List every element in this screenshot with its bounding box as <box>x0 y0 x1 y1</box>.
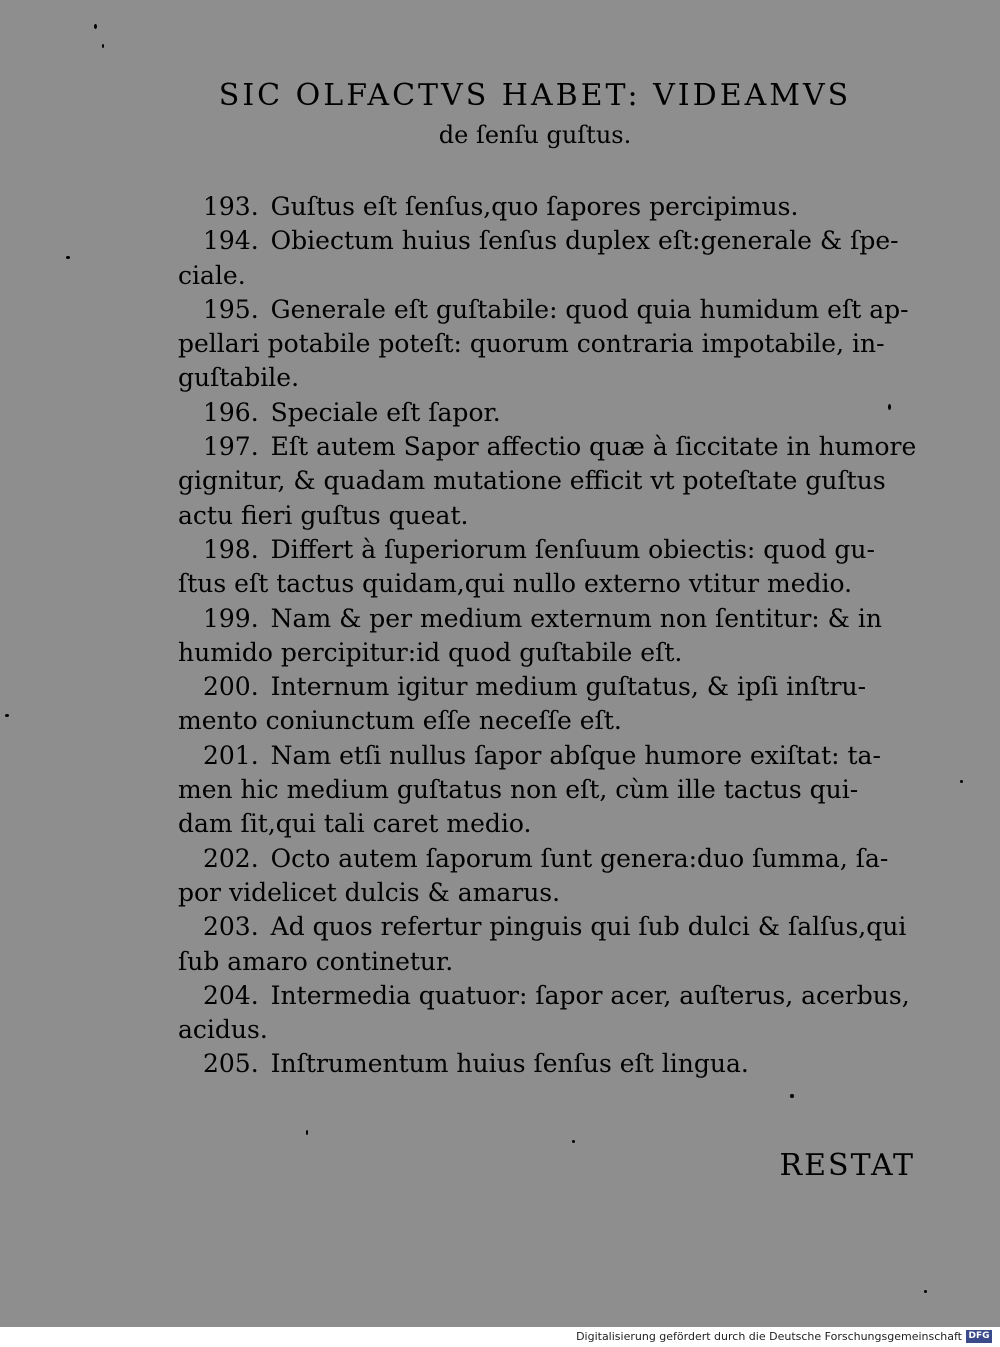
text-line <box>150 499 920 533</box>
page-text <box>150 72 920 1082</box>
paragraph-number: 199. <box>203 603 259 633</box>
line-text: Differt à ſuperiorum ſenſuum obiectis: quod gu- <box>270 534 875 564</box>
paragraph-number: 195. <box>203 294 259 324</box>
text-line <box>150 773 920 807</box>
text-line <box>150 704 920 738</box>
scan-speck <box>888 404 891 410</box>
line-text: men hic medium guſtatus non eſt, cùm ille tactus qui- <box>178 775 859 805</box>
paragraph-number: 200. <box>203 672 259 702</box>
paragraph-number: 197. <box>203 432 259 462</box>
line-text: ſtus eſt tactus quidam,qui nullo externo vtitur medio. <box>178 569 853 599</box>
line-text: acidus. <box>178 1015 268 1045</box>
paragraph-number: 194. <box>203 226 259 256</box>
scan-speck <box>306 1130 308 1135</box>
text-line <box>150 567 920 601</box>
text-line <box>150 259 920 293</box>
scan-speck <box>572 1140 575 1143</box>
text-line <box>150 670 920 704</box>
scan-speck <box>94 24 97 29</box>
paragraph-number: 196. <box>203 397 259 427</box>
line-text: mento coniunctum eſſe neceſſe eſt. <box>178 706 622 736</box>
line-text: ſub amaro continetur. <box>178 946 454 976</box>
line-text: Eſt autem Sapor affectio quæ à ſiccitate in humore <box>270 432 917 462</box>
text-line <box>150 533 920 567</box>
scan-speck <box>960 780 963 783</box>
running-header: SIC OLFACTVS HABET: VIDEAMVS <box>218 78 852 113</box>
scan-speck <box>5 714 9 717</box>
line-text: guſtabile. <box>178 363 300 393</box>
line-text: Intermedia quatuor: ſapor acer, auſterus, acerbus, <box>270 980 910 1010</box>
line-text: Nam etſi nullus ſapor abſque humore exiſtat: ta- <box>270 740 881 770</box>
line-text: Generale eſt guſtabile: quod quia humidum eſt ap- <box>270 294 909 324</box>
line-text: Internum igitur medium guſtatus, & ipſi inſtru- <box>270 672 867 702</box>
text-line <box>150 636 920 670</box>
scan-speck <box>102 44 104 48</box>
paragraph-number: 201. <box>203 740 259 770</box>
scan-speck <box>924 1290 927 1293</box>
scan-speck <box>790 1094 794 1098</box>
line-text: pellari potabile poteſt: quorum contraria impotabile, in- <box>178 329 885 359</box>
paragraph-number: 204. <box>203 980 259 1010</box>
paragraph-number: 198. <box>203 534 259 564</box>
footer <box>0 1327 1000 1347</box>
catchword: RESTAT <box>779 1148 915 1183</box>
line-text: actu fieri guſtus queat. <box>178 500 469 530</box>
text-line <box>150 190 920 224</box>
line-text: dam ſit,qui tali caret medio. <box>178 809 532 839</box>
line-text: Nam & per medium externum non ſentitur: & in <box>270 603 882 633</box>
text-line <box>150 1047 920 1081</box>
body-text <box>150 190 920 1082</box>
text-line <box>150 842 920 876</box>
text-line <box>150 739 920 773</box>
line-text: Octo autem ſaporum ſunt genera:duo ſumma, ſa- <box>270 843 889 873</box>
text-line <box>150 361 920 395</box>
line-text: Ad quos refertur pinguis qui ſub dulci & ſalſus,qui <box>270 912 907 942</box>
text-line <box>150 945 920 979</box>
line-text: Obiectum huius ſenſus duplex eſt:generale & ſpe- <box>270 226 899 256</box>
funding-notice: Digitalisierung gefördert durch die Deutsche Forschungsgemeinschaft <box>576 1330 962 1343</box>
paragraph-number: 202. <box>203 843 259 873</box>
line-text: Guſtus eſt ſenſus,quo ſapores percipimus. <box>270 192 799 221</box>
paragraph-number: 193. <box>203 192 259 221</box>
text-line <box>150 464 920 498</box>
text-line <box>150 293 920 327</box>
text-line <box>150 430 920 464</box>
scan-speck <box>66 256 70 259</box>
text-line <box>150 602 920 636</box>
line-text: Speciale eſt ſapor. <box>270 397 501 427</box>
text-line <box>150 979 920 1013</box>
paragraph-number: 205. <box>203 1049 259 1079</box>
text-line <box>150 807 920 841</box>
section-heading: de ſenſu guſtus. <box>438 121 632 149</box>
line-text: ciale. <box>178 260 246 290</box>
text-line <box>150 910 920 944</box>
line-text: gignitur, & quadam mutatione efficit vt poteſtate guſtus <box>178 466 886 496</box>
line-text: Inſtrumentum huius ſenſus eſt lingua. <box>270 1049 749 1079</box>
text-line <box>150 396 920 430</box>
paragraph-number: 203. <box>203 912 259 942</box>
line-text: por videlicet dulcis & amarus. <box>178 877 561 907</box>
dfg-logo: DFG <box>966 1330 992 1343</box>
text-line <box>150 224 920 258</box>
text-line <box>150 876 920 910</box>
text-line <box>150 327 920 361</box>
text-line <box>150 1013 920 1047</box>
line-text: humido percipitur:id quod guſtabile eſt. <box>178 637 683 667</box>
